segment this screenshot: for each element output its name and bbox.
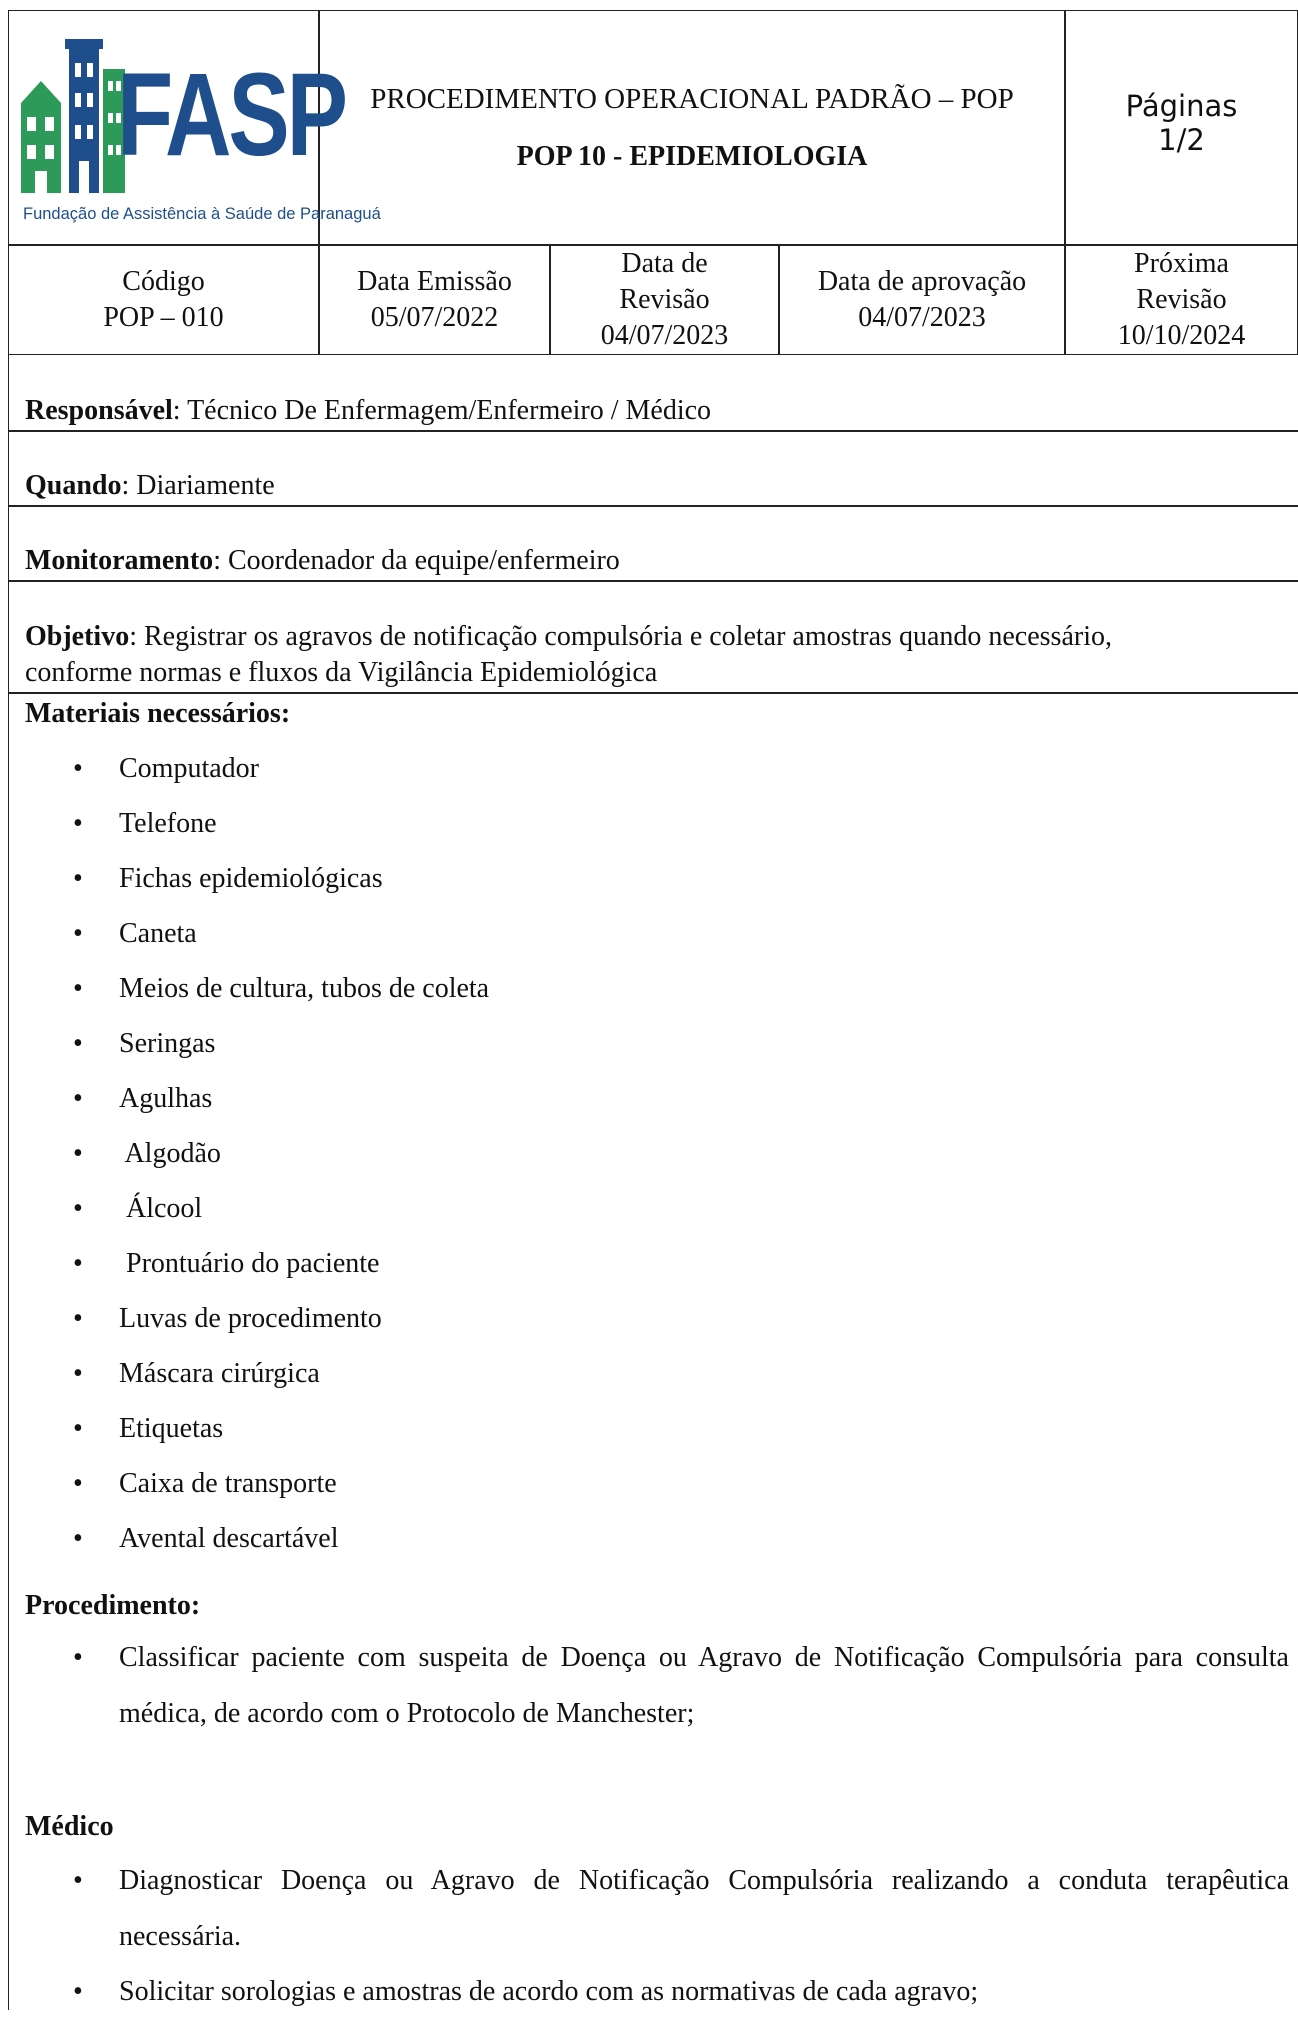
codigo-value: POP – 010 — [103, 302, 224, 333]
logo-brand: FASP — [117, 49, 345, 181]
document-page: FASP Fundação de Assistência à Saúde de Paranaguá PROCEDIMENTO OPERACIONAL PADRÃO – POP POP 10 - EPIDEMIOLOGIA Páginas 1/2 Código POP – 010 Data Emissão 05/07/2022 Data de Revisão 04/07/2023 Data de aprovação 04/07/2023 Próxima Revisão 10/10/2024 Responsável: Técnico De Enfermagem/Enfermeiro / Médico Quando: Diariamente Monitoramento: Coordenador da equipe/enfermeiro Objetivo: Registrar os agravos de notificação compulsória e coletar amostras quando necessário, conforme normas e fluxos da Vigilância Epidemiológica Materiais necessários: • Computador • Telefone • Fichas epidemiológicas • Caneta • Meios de cultura, tubos de coleta • Seringas • Agulhas • Algodão • Álcool • Prontuário do paciente • Luvas de procedimento • Máscara cirúrgica • Etiquetas • Caixa de transporte • Avental descartável Procedimento: • Classificar paciente com suspeita de Doença ou Agravo de Notificação Compulsória para consulta médica, de acordo com o Protocolo de Manchester; Médico • Diagnosticar Doença ou Agravo de Notificação Compulsória realizando a conduta terapêutica necessária. • Solicitar sorologias e amostras de acordo com as normativas de cada agravo; — [8, 10, 1298, 2010]
monitoramento-value: : Coordenador da equipe/enfermeiro — [213, 545, 620, 576]
building-icon — [19, 33, 129, 193]
pages-cell — [1066, 11, 1297, 244]
quando-row — [25, 469, 275, 503]
proxima-label-2: Revisão — [1136, 284, 1227, 315]
medico-item-2: Solicitar sorologias e amostras de acordo com as normativas de cada agravo; — [119, 1976, 979, 2007]
codigo-label: Código — [122, 266, 205, 297]
emissao-value: 05/07/2022 — [370, 302, 499, 333]
procedimento-item: Classificar paciente com suspeita de Doença ou Agravo de Notificação Compulsória para consulta médica, de acordo com o Protocolo de Manchester; — [119, 1642, 1289, 1729]
title-line-1: PROCEDIMENTO OPERACIONAL PADRÃO – POP — [370, 82, 1014, 115]
fasp-logo — [19, 33, 381, 233]
aprovacao-value: 04/07/2023 — [858, 302, 986, 333]
proxima-value: 10/10/2024 — [1117, 320, 1246, 351]
title-line-2: POP 10 - EPIDEMIOLOGIA — [516, 140, 868, 172]
aprovacao-label: Data de aprovação — [817, 266, 1027, 297]
document-title — [320, 11, 1064, 244]
emissao-label: Data Emissão — [357, 266, 512, 297]
emissao-cell — [320, 246, 549, 354]
objetivo-value-line-2: conforme normas e fluxos da Vigilância Epidemiológica — [25, 657, 658, 688]
responsavel-label: Responsável — [25, 395, 173, 426]
objetivo-label: Objetivo — [25, 621, 130, 652]
bullet: • — [73, 1976, 83, 2007]
revisao-cell — [551, 246, 778, 354]
logo-subtitle: Fundação de Assistência à Saúde de Paranaguá — [23, 205, 381, 223]
revisao-value: 04/07/2023 — [600, 320, 729, 351]
monitoramento-row — [25, 544, 620, 578]
revisao-label-2: Revisão — [619, 284, 710, 315]
medico-item-1: Diagnosticar Doença ou Agravo de Notificação Compulsória realizando a conduta terapêutica necessária. — [119, 1865, 1289, 1952]
header-table — [9, 10, 1298, 355]
aprovacao-cell — [780, 246, 1064, 354]
bullet: • — [73, 1865, 83, 1896]
responsavel-value: : Técnico De Enfermagem/Enfermeiro / Médico — [172, 395, 712, 426]
proxima-revisao-cell — [1066, 246, 1297, 354]
medico-heading: Médico — [25, 1811, 114, 1842]
pages-label: Páginas — [1125, 89, 1238, 123]
procedimento-heading: Procedimento: — [25, 1590, 201, 1621]
proxima-label-1: Próxima — [1134, 248, 1229, 279]
bullet: • — [73, 1642, 83, 1673]
codigo-cell — [9, 246, 318, 354]
responsavel-row — [25, 394, 711, 428]
revisao-label-1: Data de — [621, 248, 708, 279]
pages-value: 1/2 — [1158, 123, 1205, 157]
monitoramento-label: Monitoramento — [25, 545, 214, 576]
quando-label: Quando — [25, 470, 122, 501]
objetivo-row — [25, 619, 1112, 691]
quando-value: : Diariamente — [121, 470, 275, 501]
objetivo-value-line-1: : Registrar os agravos de notificação compulsória e coletar amostras quando necessário, — [129, 621, 1112, 652]
materiais-heading: Materiais necessários: — [25, 698, 291, 729]
